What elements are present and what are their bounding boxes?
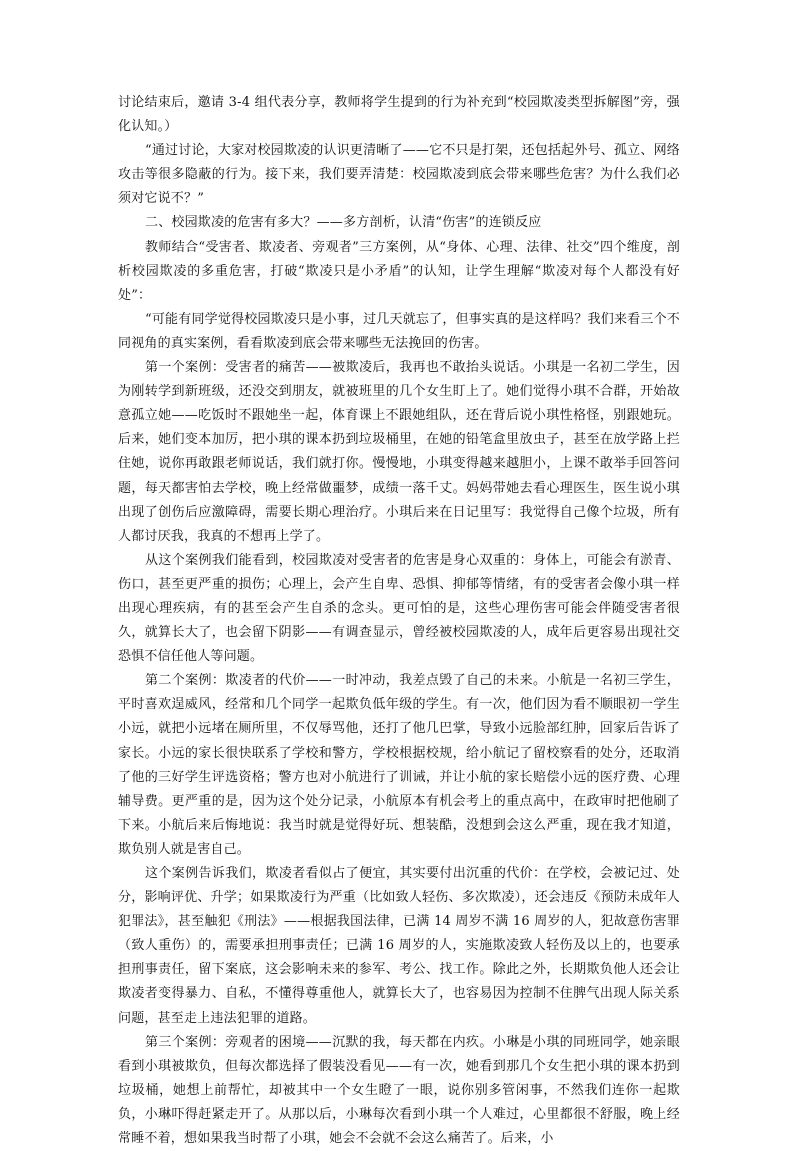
- paragraph-case-bully-analysis: 这个案例告诉我们，欺凌者看似占了便宜，其实要付出沉重的代价：在学校，会被记过、处分，影响评优、升学；如果欺凌行为严重（比如致人轻伤、多次欺凌），还会违反《预防未成年人犯罪法》，甚至触犯《刑法》——根据我国法律，已满 14 周岁不满 16 周岁的人，犯故意伤害罪（致人重伤）的，需要承担刑事责任；已满 16 周岁的人，实施欺凌致人轻伤及以上的，也要承担刑事责任，留下案底，这会影响未来的参军、考公、找工作。除此之外，长期欺负他人还会让欺凌者变得暴力、自私，不懂得尊重他人，就算长大了，也容易因为控制不住脾气出现人际关系问题，甚至走上违法犯罪的道路。: [118, 866, 680, 1026]
- paragraph-case-bystander: 第三个案例：旁观者的困境——沉默的我，每天都在内疚。小琳是小琪的同班同学，她亲眼看到小琪被欺负，但每次都选择了假装没看见——有一次，她看到那几个女生把小琪的课本扔到垃圾桶，她想上前帮忙，却被其中一个女生瞪了一眼，说你别多管闲事，不然我们连你一起欺负，小琳吓得赶紧走开了。从那以后，小琳每次看到小琪一个人难过，心里都很不舒服，晚上经常睡不着，想如果我当时帮了小琪，她会不会就不会这么痛苦了。后来，小: [118, 1034, 680, 1147]
- paragraph-teacher-transition: “通过讨论，大家对校园欺凌的认识更清晰了——它不只是打架，还包括起外号、孤立、网络攻击等很多隐蔽的行为。接下来，我们要弄清楚：校园欺凌到底会带来哪些危害？为什么我们必须对它说不？”: [118, 143, 680, 207]
- section-heading-harm: 二、校园欺凌的危害有多大？——多方剖析，认清“伤害”的连锁反应: [145, 215, 542, 231]
- paragraph-section-intro: 教师结合“受害者、欺凌者、旁观者”三方案例，从“身体、心理、法律、社交”四个维度，剖析校园欺凌的多重危害，打破“欺凌只是小矛盾”的认知，让学生理解“欺凌对每个人都没有好处”：: [118, 239, 680, 303]
- paragraph-case-victim: 第一个案例：受害者的痛苦——被欺凌后，我再也不敢抬头说话。小琪是一名初二学生，因为刚转学到新班级，还没交到朋友，就被班里的几个女生盯上了。她们觉得小琪不合群，开始故意孤立她——吃饭时不跟她坐一起，体育课上不跟她组队，还在背后说小琪性格怪，别跟她玩。后来，她们变本加厉，把小琪的课本扔到垃圾桶里，在她的铅笔盒里放虫子，甚至在放学路上拦住她，说你再敢跟老师说话，我们就打你。慢慢地，小琪变得越来越胆小，上课不敢举手回答问题，每天都害怕去学校，晚上经常做噩梦，成绩一落千丈。妈妈带她去看心理医生，医生说小琪出现了创伤后应激障碍，需要长期心理治疗。小琪后来在日记里写：我觉得自己像个垃圾，所有人都讨厌我，我真的不想再上学了。: [118, 360, 680, 544]
- paragraph-case-victim-analysis: 从这个案例我们能看到，校园欺凌对受害者的危害是身心双重的：身体上，可能会有淤青、伤口，甚至更严重的损伤；心理上，会产生自卑、恐惧、抑郁等情绪，有的受害者会像小琪一样出现心理疾病，有的甚至会产生自杀的念头。更可怕的是，这些心理伤害可能会伴随受害者很久，就算长大了，也会留下阴影——有调查显示，曾经被校园欺凌的人，成年后更容易出现社交恐惧不信任他人等问题。: [118, 552, 680, 665]
- paragraph-intro-wrapup: 讨论结束后，邀请 3-4 组代表分享，教师将学生提到的行为补充到“校园欺凌类型拆解图”旁，强化认知。）: [118, 95, 680, 135]
- paragraph-case-bully: 第二个案例：欺凌者的代价——一时冲动，我差点毁了自己的未来。小航是一名初三学生，平时喜欢逞威风，经常和几个同学一起欺负低年级的学生。有一次，他们因为看不顺眼初一学生小远，就把小远堵在厕所里，不仅辱骂他，还打了他几巴掌，导致小远脸部红肿，回家后告诉了家长。小远的家长很快联系了学校和警方，学校根据校规，给小航记了留校察看的处分，还取消了他的三好学生评选资格；警方也对小航进行了训诫，并让小航的家长赔偿小远的医疗费、心理辅导费。更严重的是，因为这个处分记录，小航原本有机会考上的重点高中，在政审时把他刷了下来。小航后来后悔地说：我当时就是觉得好玩、想装酷，没想到会这么严重，现在我才知道，欺负别人就是害自己。: [118, 673, 680, 857]
- document-body: [118, 91, 680, 1151]
- paragraph-teacher-question: “可能有同学觉得校园欺凌只是小事，过几天就忘了，但事实真的是这样吗？我们来看三个不同视角的真实案例，看看欺凌到底会带来哪些无法挽回的伤害。: [118, 311, 680, 351]
